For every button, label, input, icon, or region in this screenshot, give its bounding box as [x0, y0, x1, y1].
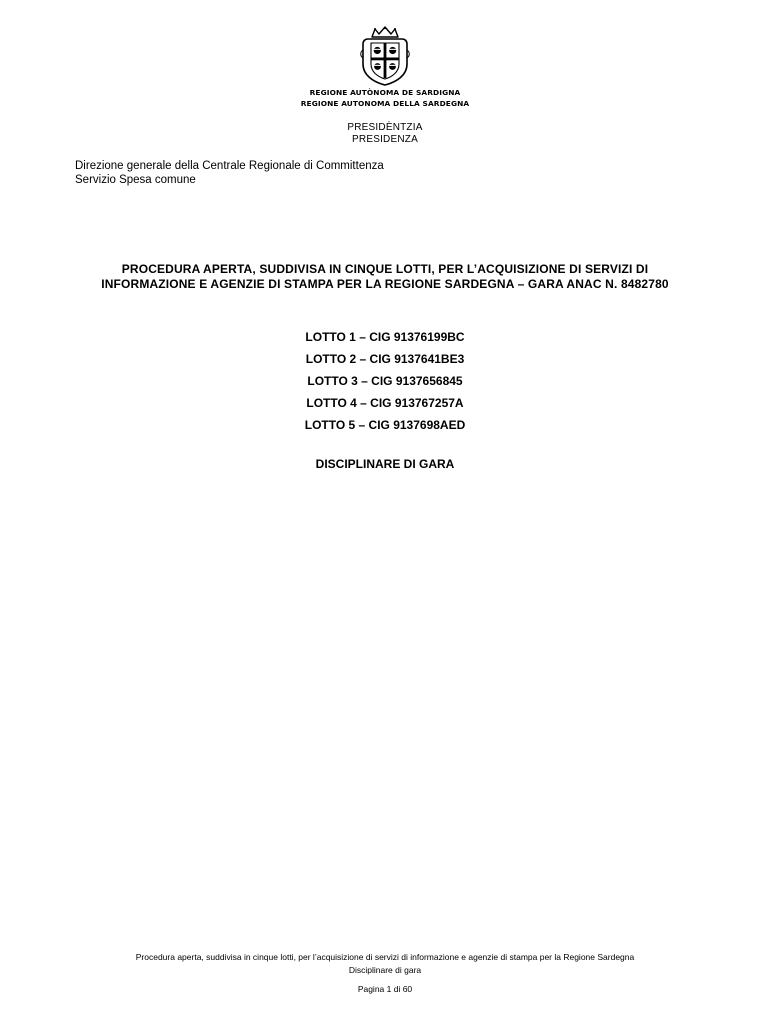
document-type: DISCIPLINARE DI GARA	[315, 457, 455, 471]
page-number: Pagina 1 di 60	[357, 984, 413, 994]
lot-item: LOTTO 4 – CIG 913767257A	[306, 396, 464, 410]
department-name: Direzione generale della Centrale Regionale di Committenza	[75, 160, 384, 172]
regional-coat-of-arms-icon	[358, 26, 412, 86]
region-name-sardinian: REGIONE AUTÒNOMA DE SARDIGNA	[309, 88, 461, 97]
region-name-italian: REGIONE AUTONOMA DELLA SARDEGNA	[300, 99, 470, 108]
lot-item: LOTTO 2 – CIG 9137641BE3	[305, 352, 465, 366]
lot-item: LOTTO 5 – CIG 9137698AED	[304, 418, 466, 432]
lot-item: LOTTO 1 – CIG 91376199BC	[305, 330, 465, 344]
office-name-sardinian: PRESIDÈNTZIA	[347, 122, 423, 133]
service-name: Servizio Spesa comune	[75, 174, 196, 186]
footer-document-type: Disciplinare di gara	[348, 965, 422, 975]
procedure-title-line-2: INFORMAZIONE E AGENZIE DI STAMPA PER LA REGIONE SARDEGNA – GARA ANAC N. 8482780	[101, 277, 669, 291]
lots-list	[0, 330, 770, 440]
lot-item: LOTTO 3 – CIG 9137656845	[307, 374, 463, 388]
footer-procedure-text: Procedura aperta, suddivisa in cinque lotti, per l’acquisizione di servizi di informazione e agenzie di stampa per la Regione Sardegna	[135, 952, 635, 962]
office-name-italian: PRESIDENZA	[352, 134, 418, 145]
procedure-title-line-1: PROCEDURA APERTA, SUDDIVISA IN CINQUE LOTTI, PER L’ACQUISIZIONE DI SERVIZI DI	[121, 262, 649, 276]
